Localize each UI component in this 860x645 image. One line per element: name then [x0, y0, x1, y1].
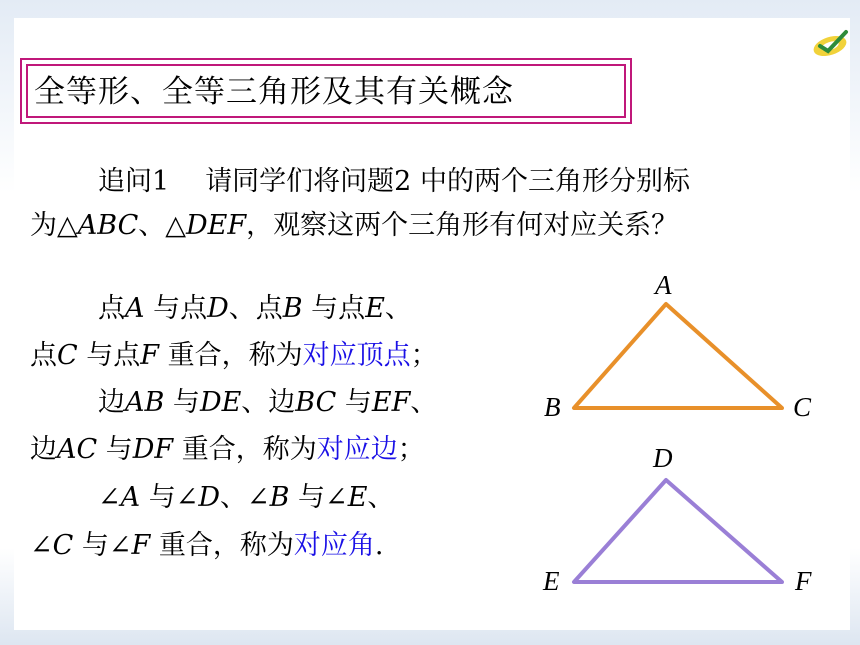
var: A — [125, 293, 145, 324]
text: 重合，称为 — [173, 434, 317, 465]
text: 点 — [98, 293, 125, 324]
var: B — [282, 293, 303, 324]
vertex-label-f: F — [795, 566, 812, 596]
text: 点 — [30, 340, 57, 371]
angle-symbol: ∠ — [30, 530, 53, 561]
triangle-name-def: DEF — [186, 210, 247, 241]
question-line-1 — [98, 160, 690, 204]
text: 、 — [384, 293, 412, 324]
pencil-check-icon — [810, 24, 854, 60]
text: 与∠ — [140, 482, 199, 513]
term-corresponding-sides: 对应边 — [316, 434, 398, 465]
var: F — [140, 340, 159, 371]
var: E — [347, 482, 368, 513]
text: 重合，称为 — [150, 530, 294, 561]
text: 与∠ — [73, 530, 132, 561]
term-corresponding-vertices: 对应顶点 — [302, 340, 411, 371]
title-box — [20, 58, 632, 124]
text: ； — [410, 340, 438, 371]
var: D — [207, 293, 229, 324]
question-line-2 — [30, 204, 678, 248]
angles-line-1 — [98, 476, 394, 520]
var: D — [198, 482, 220, 513]
text: 、 — [410, 387, 438, 418]
text: 与 — [336, 387, 372, 418]
text: 、 — [367, 482, 395, 513]
question-label: 追问1 — [98, 166, 170, 197]
vertex-label-e: E — [543, 566, 560, 596]
text: 、∠ — [220, 482, 270, 513]
triangle-name-abc: ABC — [77, 210, 139, 241]
var: DE — [199, 387, 242, 418]
var: F — [131, 530, 151, 561]
page-title: 全等形、全等三角形及其有关概念 — [34, 74, 514, 110]
var: B — [269, 482, 290, 513]
sides-line-2 — [30, 428, 425, 472]
vertex-label-b: B — [544, 392, 561, 422]
text: . — [374, 530, 384, 561]
text: 、点 — [228, 293, 283, 324]
question-text: 为△ — [30, 210, 78, 241]
text: 、边 — [241, 387, 296, 418]
text: 与 — [97, 434, 133, 465]
var: DF — [132, 434, 174, 465]
vertices-line-1 — [98, 287, 412, 331]
var: AC — [57, 434, 98, 465]
text: ； — [397, 434, 425, 465]
vertices-line-2 — [30, 334, 438, 378]
triangle-diagram — [530, 270, 830, 610]
text: 边 — [30, 434, 57, 465]
triangle-abc — [574, 304, 782, 408]
triangle-def — [574, 480, 782, 582]
angles-line-2 — [30, 524, 383, 568]
vertex-label-d: D — [653, 443, 673, 473]
text: 与 — [164, 387, 200, 418]
text: 边 — [98, 387, 125, 418]
var: C — [57, 340, 78, 371]
var: AB — [125, 387, 165, 418]
sides-line-1 — [98, 381, 437, 425]
text: 与点 — [302, 293, 366, 324]
vertex-label-a: A — [655, 270, 672, 300]
var: C — [52, 530, 74, 561]
text: 重合，称为 — [159, 340, 303, 371]
var: EF — [371, 387, 411, 418]
var: BC — [295, 387, 337, 418]
term-corresponding-angles: 对应角 — [293, 530, 375, 561]
vertex-label-c: C — [793, 392, 812, 422]
var: E — [365, 293, 385, 324]
var: A — [120, 482, 141, 513]
text: 与∠ — [289, 482, 348, 513]
question-text: 、△ — [138, 210, 187, 241]
angle-symbol: ∠ — [98, 482, 121, 513]
text: 与点 — [77, 340, 141, 371]
question-text: ，观察这两个三角形有何对应关系？ — [246, 210, 679, 241]
text: 与点 — [144, 293, 208, 324]
question-text-1: 请同学们将问题2 中的两个三角形分别标 — [205, 166, 690, 197]
